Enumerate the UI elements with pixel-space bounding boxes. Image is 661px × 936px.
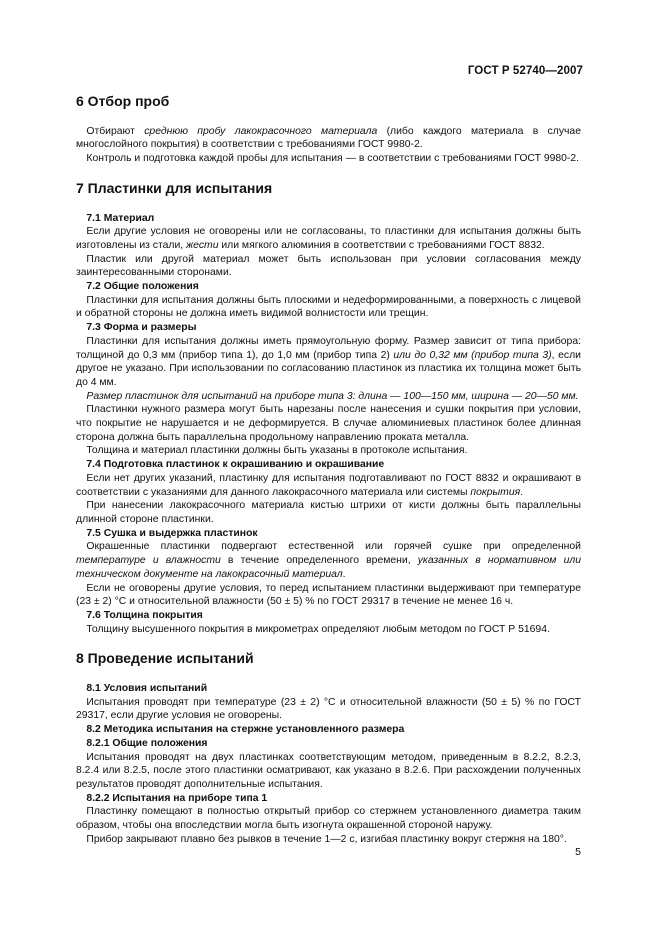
section-7-title: 7 Пластинки для испытания <box>76 179 273 196</box>
heading-7-6: 7.6 Толщина покрытия <box>86 609 203 621</box>
heading-8-2-2: 8.2.2 Испытания на приборе типа 1 <box>86 792 268 804</box>
s73-para-3: Пластинки нужного размера могут быть нарезаны после нанесения и сушки покрытия при условии, что покрытие не нарушается и не деформируется. В случае алюминиевых пластинок более длинная сторона должна быть параллельна продольному направлению проката металла. <box>76 404 581 443</box>
s75-para-1: Окрашенные пластинки подвергают естественной или горячей сушке при определенной температуре и влажности в течение определенного времени, указанных в нормативном или техническом документе на лакокрасочный материал. <box>76 541 581 580</box>
heading-8-2-1: 8.2.1 Общие положения <box>86 737 208 749</box>
s71-para-2: Пластик или другой материал может быть использован при условии согласования между заинтересованными сторонами. <box>76 253 581 279</box>
heading-7-5: 7.5 Сушка и выдержка пластинок <box>86 527 258 539</box>
s73-para-4: Толщина и материал пластинки должны быть указаны в протоколе испытания. <box>86 445 468 457</box>
s6-para-1: Отбирают среднюю пробу лакокрасочного материала (либо каждого материала в случае многослойного покрытия) в соответствии с требованиями ГОСТ 9980-2. <box>76 125 581 151</box>
s76-para: Толщину высушенного покрытия в микрометрах определяют любым методом по ГОСТ Р 51694. <box>86 623 550 635</box>
heading-8-1: 8.1 Условия испытаний <box>86 683 208 695</box>
s73-para-1: Пластинки для испытания должны иметь прямоугольную форму. Размер зависит от типа прибора: толщиной до 0,3 мм (прибор типа 1), до 1,0 мм (прибор типа 2) или до 0,32 мм (прибор типа 3), если другое не указано. При использовании по согласованию пластинок из пластика их толщина может быть до 4 мм. <box>76 335 581 388</box>
s81-para: Испытания проводят при температуре (23 ± 2) °С и относительной влажности (50 ± 5) % по ГОСТ 29317, если другие условия не оговорены. <box>76 696 581 722</box>
s73-para-2: Размер пластинок для испытаний на приборе типа 3: длина — 100—150 мм, ширина — 20—50 мм. <box>86 390 579 402</box>
heading-7-2: 7.2 Общие положения <box>86 281 199 293</box>
s822-para-2: Прибор закрывают плавно без рывков в течение 1—2 с, изгибая пластинку вокруг стержня на 180°. <box>86 833 567 845</box>
s6-para-2: Контроль и подготовка каждой пробы для испытания — в соответствии с требованиями ГОСТ 9980-2. <box>86 153 580 165</box>
s71-para-1: Если другие условия не оговорены или не согласованы, то пластинки для испытания должны быть изготовлены из стали, жести или мягкого алюминия в соответствии с требованиями ГОСТ 8832. <box>76 226 581 251</box>
heading-7-4: 7.4 Подготовка пластинок к окрашиванию и окрашивание <box>86 459 385 471</box>
s72-para: Пластинки для испытания должны быть плоскими и недеформированными, а поверхность с лицевой и обратной стороны не должна иметь видимой волнистости или трещин. <box>76 294 581 320</box>
s74-para-1: Если нет других указаний, пластинку для испытания подготавливают по ГОСТ 8832 и окрашивают в соответствии с указаниями для данного лакокрасочного материала или системы покрытия. <box>76 472 581 498</box>
heading-8-2: 8.2 Методика испытания на стержне установленного размера <box>86 724 405 736</box>
page-number: 5 <box>575 846 581 858</box>
s74-para-2: При нанесении лакокрасочного материала кистью штрихи от кисти должны быть параллельны длинной стороне пластинки. <box>76 500 581 525</box>
heading-7-1: 7.1 Материал <box>86 212 155 224</box>
section-8-title: 8 Проведение испытаний <box>76 650 254 667</box>
s822-para-1: Пластинку помещают в полностью открытый прибор со стержнем установленного диаметра таким образом, чтобы она впоследствии могла быть изогнута окрашенной стороной наружу. <box>76 806 581 832</box>
page-content <box>76 95 581 846</box>
section-6-title: 6 Отбор проб <box>76 93 170 109</box>
heading-7-3: 7.3 Форма и размеры <box>86 322 197 334</box>
standard-header: ГОСТ Р 52740—2007 <box>467 65 583 77</box>
s75-para-2: Если не оговорены другие условия, то перед испытанием пластинки выдерживают при температуре (23 ± 2) °С и относительной влажности (50 ± 5) % по ГОСТ 29317 в течение не менее 16 ч. <box>76 582 581 608</box>
s821-para: Испытания проводят на двух пластинках соответствующим методом, приведенным в 8.2.2, 8.2.3, 8.2.4 или 8.2.5, после этого пластинки осматривают, как указано в 8.2.6. При расхождении полученных результатов проводят дополнительные испытания. <box>76 751 581 790</box>
